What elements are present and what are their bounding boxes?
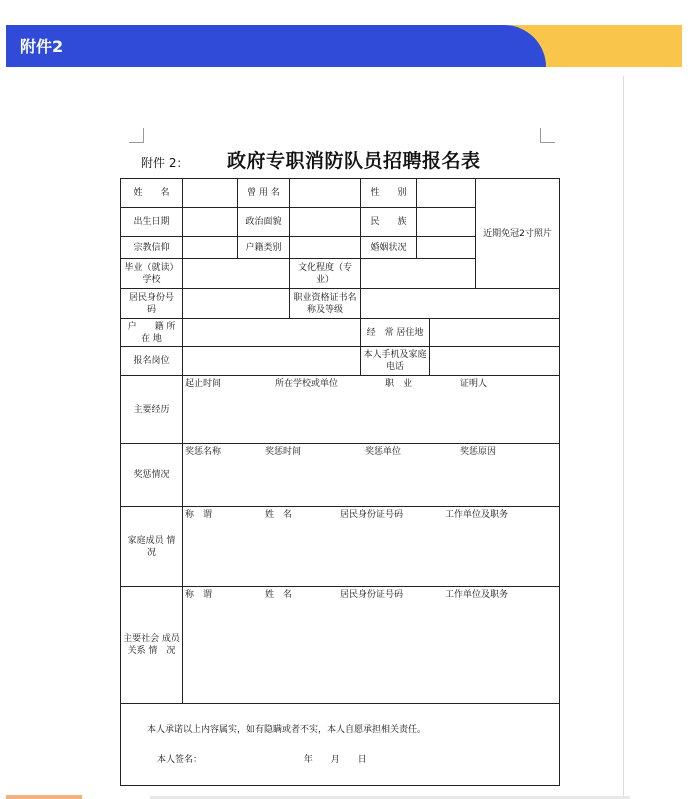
- hukou-place-label: 户 籍 所 在 地: [121, 319, 183, 347]
- resume-header-job: 职 业: [385, 379, 413, 389]
- position-value[interactable]: [183, 347, 361, 376]
- awards-header-name: 奖惩名称: [185, 447, 222, 457]
- social-area[interactable]: [183, 587, 560, 704]
- marital-value[interactable]: [417, 237, 476, 259]
- id-number-value[interactable]: [183, 289, 290, 319]
- declaration-area: [121, 704, 560, 786]
- doc-attachment-label: 附件 2：: [141, 156, 189, 170]
- qualification-label: 职业资格证书名称及等级: [290, 289, 361, 319]
- banner-title: 附件2: [20, 37, 64, 56]
- residence-value[interactable]: [430, 319, 560, 347]
- photo-box: 近期免冠2寸照片: [476, 179, 560, 289]
- registration-form-table: [120, 178, 560, 786]
- family-header-id: 居民身份证号码: [340, 510, 404, 520]
- marital-label: 婚姻状况: [361, 237, 417, 259]
- doc-title: 政府专职消防队员招聘报名表: [227, 150, 481, 172]
- family-label: 家庭成员 情 况: [121, 507, 183, 587]
- id-number-label: 居民身份号 码: [121, 289, 183, 319]
- signature-line: [123, 754, 557, 766]
- awards-area[interactable]: [183, 444, 560, 507]
- date-label: 年 月 日: [303, 754, 367, 765]
- social-header-row: [185, 587, 557, 601]
- family-header-work: 工作单位及职务: [445, 510, 509, 520]
- social-header-relation: 称 谓: [185, 590, 213, 600]
- family-header-name: 姓 名: [265, 510, 293, 520]
- political-value[interactable]: [290, 208, 361, 237]
- gender-label: 性 别: [361, 179, 417, 208]
- resume-area[interactable]: [183, 376, 560, 444]
- birth-date-value[interactable]: [183, 208, 238, 237]
- political-label: 政治面貌: [238, 208, 290, 237]
- family-header-row: [185, 507, 557, 521]
- bottom-accent: [6, 795, 82, 799]
- religion-label: 宗教信仰: [121, 237, 183, 259]
- social-header-id: 居民身份证号码: [340, 590, 404, 600]
- resume-header-witness: 证明人: [460, 379, 488, 389]
- attachment-banner: [6, 25, 682, 67]
- signature-label: 本人签名：: [157, 754, 203, 765]
- page-corner-mark: [540, 128, 555, 143]
- former-name-value[interactable]: [290, 179, 361, 208]
- awards-label: 奖惩情况: [121, 444, 183, 507]
- religion-value[interactable]: [183, 237, 238, 259]
- banner-blue-band: [6, 25, 546, 67]
- hukou-place-value[interactable]: [183, 319, 361, 347]
- former-name-label: 曾 用 名: [238, 179, 290, 208]
- name-label: 姓 名: [121, 179, 183, 208]
- birth-date-label: 出生日期: [121, 208, 183, 237]
- education-label: 文化程度（专业）: [290, 259, 361, 289]
- page-edge: [623, 76, 624, 799]
- social-header-work: 工作单位及职务: [445, 590, 509, 600]
- gender-value[interactable]: [417, 179, 476, 208]
- social-label: 主要社会 成员关系 情 况: [121, 587, 183, 704]
- social-header-name: 姓 名: [265, 590, 293, 600]
- awards-header-time: 奖惩时间: [265, 447, 302, 457]
- ethnicity-value[interactable]: [417, 208, 476, 237]
- phone-label: 本人手机及家庭电话: [361, 347, 430, 376]
- residence-label: 经 常 居住地: [361, 319, 430, 347]
- resume-header-row: [185, 376, 557, 390]
- name-value[interactable]: [183, 179, 238, 208]
- school-value[interactable]: [183, 259, 290, 289]
- qualification-value[interactable]: [361, 289, 560, 319]
- education-value[interactable]: [361, 259, 476, 289]
- awards-header-unit: 奖惩单位: [365, 447, 402, 457]
- hukou-type-label: 户籍类别: [238, 237, 290, 259]
- awards-header-row: [185, 444, 557, 458]
- family-area[interactable]: [183, 507, 560, 587]
- family-header-relation: 称 谓: [185, 510, 213, 520]
- ethnicity-label: 民 族: [361, 208, 417, 237]
- page-corner-mark: [129, 128, 144, 143]
- declaration-text: 本人承诺以上内容属实，如有隐瞒或者不实，本人自愿承担相关责任。: [147, 724, 427, 735]
- resume-header-time: 起止时间: [185, 379, 222, 389]
- position-label: 报名岗位: [121, 347, 183, 376]
- phone-value[interactable]: [430, 347, 560, 376]
- hukou-type-value[interactable]: [290, 237, 361, 259]
- school-label: 毕业（就读）学校: [121, 259, 183, 289]
- resume-header-unit: 所在学校或单位: [275, 379, 339, 389]
- awards-header-reason: 奖惩原因: [460, 447, 497, 457]
- resume-label: 主要经历: [121, 376, 183, 444]
